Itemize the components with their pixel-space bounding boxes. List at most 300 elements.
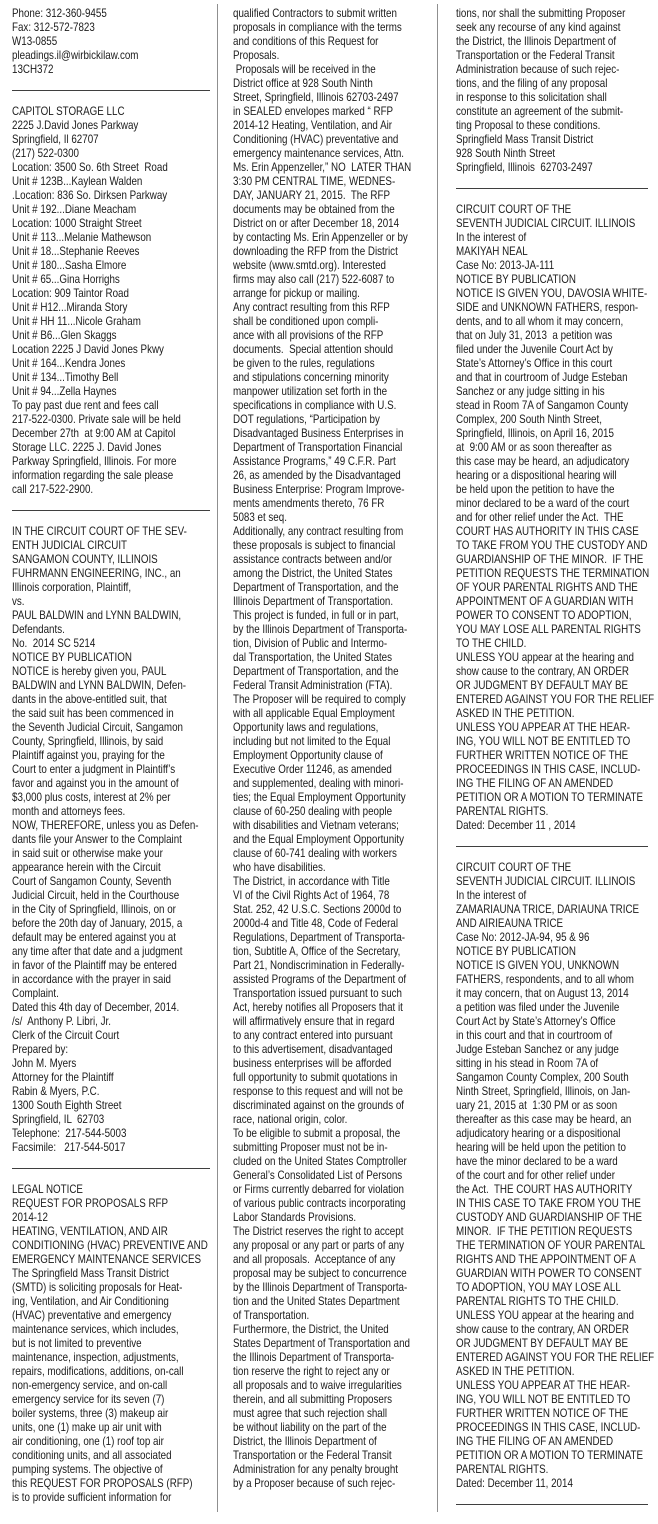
text-line: assistance contracts between and/or [233, 553, 393, 566]
text-line: ENTERED AGAINST YOU FOR THE RELIEF [456, 1351, 655, 1364]
text-line: tion reserve the right to reject any or [233, 1365, 390, 1378]
text-line: boiler systems, three (3) makeup air [12, 1407, 169, 1420]
text-line: downloading the RFP from the District [233, 245, 398, 258]
text-line: NOW, THEREFORE, unless you as Defen- [12, 819, 199, 832]
text-line: PETITION OR A MOTION TO TERMINATE [456, 791, 644, 804]
text-line: Part 21, Nondiscrimination in Federally- [233, 959, 405, 972]
text-line: /s/ Anthony P. Libri, Jr. [12, 1015, 111, 1028]
text-line: Unit # H12...Miranda Story [12, 301, 128, 314]
text-line: Dated this 4th day of December, 2014. [12, 1001, 180, 1014]
text-line: Ninth Street, Springfield, Illinois, on Jan- [456, 1085, 631, 1098]
text-line: by a Proposer because of such rejec- [233, 1477, 396, 1490]
text-line: any time after that date and a judgment [12, 945, 183, 958]
text-line: proposal may be subject to concurrence [233, 1267, 407, 1280]
text-line: PETITION REQUESTS THE TERMINATION [456, 567, 650, 580]
text-line: District, the Illinois Department of [233, 1435, 377, 1448]
text-line: appearance herein with the Circuit [12, 861, 161, 874]
text-line: (HVAC) preventative and emergency [12, 1309, 172, 1322]
text-line: ments amendments thereto, 76 FR [233, 497, 385, 510]
text-line: CONDITIONING (HVAC) PREVENTIVE AND [12, 1239, 208, 1252]
text-line: be held upon the petition to have the [456, 483, 615, 496]
text-line: Rabin & Myers, P.C. [12, 1085, 100, 1098]
text-line: ance with all provisions of the RFP [233, 329, 384, 342]
text-line: Stat. 252, 42 U.S.C. Sections 2000d to [233, 903, 402, 916]
text-line: default may be entered against you at [12, 931, 176, 944]
text-line: Unit # 113...Melanie Mathewson [12, 231, 152, 244]
text-line: show cause to the contrary, AN ORDER [456, 1323, 629, 1336]
text-line: Case No: 2013-JA-111 [456, 259, 555, 272]
text-line: specifications in compliance with U.S. [233, 399, 397, 412]
text-line: Department of Transportation Financial [233, 441, 403, 454]
text-line: UNLESS YOU APPEAR AT THE HEAR- [456, 721, 631, 734]
text-line: Disadvantaged Business Enterprises in [233, 427, 404, 440]
rfp-legal-notice-continued [233, 7, 435, 1491]
text-line: NOTICE IS GIVEN YOU, DAVOSIA WHITE- [456, 287, 648, 300]
text-line: Complex, 200 South Ninth Street, [456, 413, 602, 426]
text-line: 1300 South Eighth Street [12, 1099, 122, 1112]
text-line: Springfield, Illinois 62703-2497 [456, 161, 593, 174]
text-line: uary 21, 2015 at 1:30 PM or as soon [456, 1099, 618, 1112]
text-line: 5083 et seq. [233, 511, 287, 524]
text-line: Unit # 123B...Kaylean Walden [12, 175, 143, 188]
text-line: sitting in his stead in Room 7A of [456, 1057, 599, 1070]
text-line: conditioning units, and all associated [12, 1449, 172, 1462]
foreclosure-contact-continued [12, 7, 214, 77]
text-line: Unit # 192...Diane Meacham [12, 203, 137, 216]
text-line: IN THE CIRCUIT COURT OF THE SEV- [12, 525, 187, 538]
text-line: filed under the Juvenile Court Act by [456, 343, 613, 356]
text-line: Proposals will be received in the [233, 63, 376, 76]
text-line: ING THE FILING OF AN AMENDED [456, 777, 614, 790]
text-line: Transportation or the Federal Transit [456, 49, 615, 62]
text-line: dents, and to all whom it may concern, [456, 315, 624, 328]
text-line: Unit # 94...Zella Haynes [12, 385, 117, 398]
capitol-storage-sale-notice [12, 105, 214, 497]
text-line: and conditions of this Request for [233, 35, 379, 48]
text-line: in said suit or otherwise make your [12, 847, 163, 860]
text-line: UNLESS YOU appear at the hearing and [456, 651, 634, 664]
text-line: firms may also call (217) 522-6087 to [233, 273, 395, 286]
text-line: PETITION OR A MOTION TO TERMINATE [456, 1449, 644, 1462]
text-line: a petition was filed under the Juvenile [456, 1001, 620, 1014]
text-line: CIRCUIT COURT OF THE [456, 861, 572, 874]
text-line: Unit # 134...Timothy Bell [12, 371, 119, 384]
text-line: proposals in compliance with the terms [233, 21, 402, 34]
text-line: of the court and for other relief under [456, 1169, 616, 1182]
text-line: District on or after December 18, 2014 [233, 217, 400, 230]
text-line: Proposals. [233, 49, 280, 62]
text-line: Executive Order 11246, as amended [233, 763, 392, 776]
text-line: NOTICE BY PUBLICATION [456, 945, 576, 958]
text-line: in response to this solicitation shall [456, 91, 607, 104]
text-line: by the Illinois Department of Transporta- [233, 1281, 408, 1294]
text-line: ZAMARIAUNA TRICE, DARIAUNA TRICE [456, 903, 640, 916]
text-line: The Proposer will be required to comply [233, 693, 406, 706]
text-line: stead in Room 7A of Sangamon County [456, 399, 629, 412]
text-line: ASKED IN THE PETITION. [456, 1365, 575, 1378]
text-line: in this court and that in courtroom of [456, 1029, 613, 1042]
text-line: and for other relief under the Act. THE [456, 511, 624, 524]
text-line: month and attorneys fees. [12, 805, 126, 818]
text-line: Attorney for the Plaintiff [12, 1071, 114, 1084]
text-line: pumping systems. The objective of [12, 1463, 163, 1476]
text-line: tion, Division of Public and Intermo- [233, 637, 388, 650]
text-line: and that in courtroom of Judge Esteban [456, 371, 628, 384]
text-line: IN THIS CASE TO TAKE FROM YOU THE [456, 1197, 641, 1210]
baldwin-notice-by-publication [12, 525, 214, 1155]
text-line: at 9:00 AM or as soon thereafter as [456, 441, 612, 454]
text-line: cluded on the United States Comptroller [233, 1155, 407, 1168]
text-line: To be eligible to submit a proposal, the [233, 1127, 401, 1140]
text-line: Federal Transit Administration (FTA). [233, 679, 393, 692]
section-divider [456, 1504, 648, 1505]
text-line: tions, and the filing of any proposal [456, 77, 608, 90]
text-line: PARENTAL RIGHTS TO THE CHILD. [456, 1295, 619, 1308]
text-line: State’s Attorney’s Office in this court [456, 357, 613, 370]
section-divider [12, 510, 210, 511]
text-line: the Illinois Department of Transporta- [233, 1351, 395, 1364]
text-line: Prepared by: [12, 1043, 69, 1056]
column-3 [456, 0, 655, 1519]
text-line: OF YOUR PARENTAL RIGHTS AND THE [456, 581, 638, 594]
text-line: Regulations, Department of Transporta- [233, 931, 406, 944]
text-line: in favor of the Plaintiff may be entered [12, 959, 177, 972]
text-line: Storage LLC. 2225 J. David Jones [12, 441, 162, 454]
text-line: NOTICE IS GIVEN YOU, UNKNOWN [456, 959, 620, 972]
text-line: manpower utilization set forth in the [233, 385, 388, 398]
text-line: APPOINTMENT OF A GUARDIAN WITH [456, 595, 634, 608]
text-line: Complaint. [12, 987, 59, 1000]
text-line: with disabilities and Vietnam veterans; [233, 819, 399, 832]
text-line: arrange for pickup or mailing. [233, 287, 360, 300]
text-line: Sanchez or any judge sitting in his [456, 385, 605, 398]
text-line: To pay past due rent and fees call [12, 399, 159, 412]
text-line: Location: 3500 So. 6th Street Road [12, 161, 168, 174]
text-line: PARENTAL RIGHTS. [456, 805, 549, 818]
text-line: Illinois Department of Transportation. [233, 595, 394, 608]
column-2 [233, 0, 435, 1491]
text-line: adjudicatory hearing or a dispositional [456, 1127, 621, 1140]
text-line: documents may be obtained from the [233, 203, 395, 216]
text-line: response to this request and will not be [233, 1085, 403, 1098]
text-line: to this advertisement, disadvantaged [233, 1043, 393, 1056]
text-line: TO THE CHILD. [456, 637, 527, 650]
text-line: in accordance with the prayer in said [12, 973, 172, 986]
text-line: In the interest of [456, 231, 527, 244]
text-line: these proposals is subject to financial [233, 539, 396, 552]
text-line: Facsimile: 217-544-5017 [12, 1141, 126, 1154]
text-line: Labor Standards Provisions. [233, 1211, 357, 1224]
text-line: Phone: 312-360-9455 [12, 7, 107, 20]
text-line: BALDWIN and LYNN BALDWIN, Defen- [12, 679, 187, 692]
text-line: the District, the Illinois Department of [456, 35, 617, 48]
text-line: or Firms currently debarred for violation [233, 1183, 404, 1196]
text-line: 26, as amended by the Disadvantaged [233, 469, 401, 482]
section-divider [12, 90, 210, 91]
text-line: maintenance services, which includes, [12, 1323, 179, 1336]
text-line: The Springfield Mass Transit District [12, 1267, 169, 1280]
text-line: discriminated against on the grounds of [233, 1099, 405, 1112]
text-line: in SEALED envelopes marked “ RFP [233, 105, 394, 118]
text-line: The District reserves the right to accept [233, 1225, 404, 1238]
text-line: TO ADOPTION, YOU MAY LOSE ALL [456, 1281, 621, 1294]
text-line: PROCEEDINGS IN THIS CASE, INCLUD- [456, 763, 641, 776]
text-line: LEGAL NOTICE [12, 1183, 83, 1196]
text-line: hearing will be held upon the petition to [456, 1141, 626, 1154]
text-line: $3,000 plus costs, interest at 2% per [12, 791, 171, 804]
text-line: 217-522-0300. Private sale will be held [12, 413, 181, 426]
text-line: Additionally, any contract resulting from [233, 525, 404, 538]
text-line: Judicial Circuit, held in the Courthouse [12, 889, 180, 902]
text-line: who have disabilities. [233, 861, 326, 874]
text-line: (SMTD) is soliciting proposals for Heat- [12, 1281, 183, 1294]
text-line: including but not limited to the Equal [233, 735, 391, 748]
text-line: Telephone: 217-544-5003 [12, 1127, 127, 1140]
text-line: Conditioning (HVAC) preventative and [233, 133, 399, 146]
text-line: emergency service for its seven (7) [12, 1393, 165, 1406]
text-line: that on July 31, 2013 a petition was [456, 329, 613, 342]
text-line: Location: 1000 Straight Street [12, 217, 142, 230]
text-line: qualified Contractors to submit written [233, 7, 397, 20]
text-line: ING, YOU WILL NOT BE ENTITLED TO [456, 735, 631, 748]
text-line: by contacting Ms. Erin Appenzeller or by [233, 231, 408, 244]
text-line: ing, Ventilation, and Air Conditioning [12, 1295, 169, 1308]
text-line: COURT HAS AUTHORITY IN THIS CASE [456, 525, 639, 538]
text-line: must agree that such rejection shall [233, 1407, 388, 1420]
text-line: 2014-12 [12, 1211, 48, 1224]
text-line: tion and the United States Department [233, 1295, 400, 1308]
text-line: Illinois corporation, Plaintiff, [12, 581, 132, 594]
text-line: Unit # 65...Gina Horrighs [12, 273, 120, 286]
text-line: Assistance Programs,” 49 C.F.R. Part [233, 455, 396, 468]
text-line: and stipulations concerning minority [233, 371, 389, 384]
text-line: repairs, modifications, additions, on-call [12, 1365, 184, 1378]
text-line: show cause to the contrary, AN ORDER [456, 665, 629, 678]
text-line: Court to enter a judgment in Plaintiff’s [12, 763, 176, 776]
text-line: by the Illinois Department of Transporta- [233, 623, 408, 636]
text-line: Case No: 2012-JA-94, 95 & 96 [456, 931, 590, 944]
text-line: SANGAMON COUNTY, ILLINOIS [12, 553, 158, 566]
text-line: 2225 J.David Jones Parkway [12, 119, 139, 132]
rfp-legal-notice-end [456, 7, 652, 175]
text-line: Unit # 164...Kendra Jones [12, 357, 126, 370]
text-line: Judge Esteban Sanchez or any judge [456, 1043, 619, 1056]
text-line: (217) 522-0300 [12, 147, 80, 160]
text-line: Location 2225 J David Jones Pkwy [12, 343, 164, 356]
text-line: will affirmatively ensure that in regard [233, 1015, 395, 1028]
text-line: hearing or a dispositional hearing will [456, 469, 617, 482]
text-line: ENTH JUDICIAL CIRCUIT [12, 539, 128, 552]
text-line: States Department of Transportation and [233, 1337, 410, 1350]
text-line: Act, hereby notifies all Proposers that it [233, 1001, 403, 1014]
text-line: FURTHER WRITTEN NOTICE OF THE [456, 749, 629, 762]
text-line: POWER TO CONSENT TO ADOPTION, [456, 609, 632, 622]
text-line: Administration for any penalty brought [233, 1463, 399, 1476]
text-line: General’s Consolidated List of Persons [233, 1169, 403, 1182]
makiyah-neal-notice-by-publication [456, 203, 655, 833]
text-line: Plaintiff against you, praying for the [12, 749, 165, 762]
text-line: Parkway Springfield, Illinois. For more [12, 455, 177, 468]
text-line: County, Springfield, Illinois, by said [12, 735, 164, 748]
text-line: NOTICE BY PUBLICATION [12, 651, 132, 664]
text-line: Transportation issued pursuant to such [233, 987, 402, 1000]
text-line: the Act. THE COURT HAS AUTHORITY [456, 1183, 633, 1196]
text-line: SEVENTH JUDICIAL CIRCUIT. ILLINOIS [456, 217, 636, 230]
text-line: 2014-12 Heating, Ventilation, and Air [233, 119, 393, 132]
text-line: REQUEST FOR PROPOSALS RFP [12, 1197, 169, 1210]
text-line: GUARDIAN WITH POWER TO CONSENT [456, 1267, 642, 1280]
text-line: Unit # B6...Glen Skaggs [12, 329, 117, 342]
text-line: 3:30 PM CENTRAL TIME, WEDNES- [233, 175, 396, 188]
text-line: ties; the Equal Employment Opportunity [233, 791, 406, 804]
text-line: EMERGENCY MAINTENANCE SERVICES [12, 1253, 202, 1266]
text-line: District office at 928 South Ninth [233, 77, 373, 90]
text-line: TO TAKE FROM YOU THE CUSTODY AND [456, 539, 648, 552]
text-line: John M. Myers [12, 1057, 77, 1070]
text-line: W13-0855 [12, 35, 58, 48]
text-line: Defendants. [12, 623, 65, 636]
section-divider [12, 1168, 210, 1169]
text-line: Department of Transportation, and the [233, 665, 399, 678]
rfp-legal-notice [12, 1183, 214, 1505]
text-line: CIRCUIT COURT OF THE [456, 203, 572, 216]
text-line: Employment Opportunity clause of [233, 749, 383, 762]
text-line: Unit # HH 11...Nicole Graham [12, 315, 141, 328]
text-line: Springfield, Illinois, on April 16, 2015 [456, 427, 614, 440]
text-line: in the City of Springfield, Illinois, on or [12, 903, 176, 916]
text-line: tions, nor shall the submitting Proposer [456, 7, 626, 20]
text-line: with all applicable Equal Employment [233, 707, 395, 720]
text-line: SEVENTH JUDICIAL CIRCUIT. ILLINOIS [456, 875, 636, 888]
text-line: Springfield, Il 62707 [12, 133, 99, 146]
text-line: Street, Springfield, Illinois 62703-2497 [233, 91, 399, 104]
text-line: Clerk of the Circuit Court [12, 1029, 120, 1042]
text-line: all proposals and to waive irregularities [233, 1379, 402, 1392]
text-line: ENTERED AGAINST YOU FOR THE RELIEF [456, 693, 655, 706]
text-line: dants in the above-entitled suit, that [12, 693, 167, 706]
text-line: UNLESS YOU APPEAR AT THE HEAR- [456, 1379, 631, 1392]
text-line: RIGHTS AND THE APPOINTMENT OF A [456, 1253, 636, 1266]
text-line: Unit # 180...Sasha Elmore [12, 259, 127, 272]
text-line: NOTICE is hereby given you, PAUL [12, 665, 167, 678]
text-line: ting Proposal to these conditions. [456, 119, 601, 132]
text-line: the Seventh Judicial Circuit, Sangamon [12, 721, 183, 734]
text-line: DOT regulations, “Participation by [233, 413, 380, 426]
text-line: non-emergency service, and on-call [12, 1379, 168, 1392]
text-line: FURTHER WRITTEN NOTICE OF THE [456, 1407, 629, 1420]
text-line: Court of Sangamon County, Seventh [12, 875, 172, 888]
text-line: the said suit has been commenced in [12, 707, 174, 720]
text-line: race, national origin, color. [233, 1113, 348, 1126]
text-line: December 27th at 9:00 AM at Capitol [12, 427, 176, 440]
text-line: .Location: 836 So. Dirksen Parkway [12, 189, 168, 202]
text-line: minor declared to be a ward of the court [456, 497, 630, 510]
trice-notice-by-publication [456, 861, 655, 1491]
text-line: This project is funded, in full or in part, [233, 609, 399, 622]
text-line: have the minor declared to be a ward [456, 1155, 618, 1168]
text-line: PARENTAL RIGHTS. [456, 1463, 549, 1476]
text-line: ASKED IN THE PETITION. [456, 707, 575, 720]
text-line: ING, YOU WILL NOT BE ENTITLED TO [456, 1393, 631, 1406]
text-line: among the District, the United States [233, 567, 393, 580]
text-line: call 217-522-2900. [12, 483, 94, 496]
text-line: of various public contracts incorporating [233, 1197, 406, 1210]
text-line: it may concern, that on August 13, 2014 [456, 987, 629, 1000]
column-1 [12, 0, 214, 1505]
text-line: 928 South Ninth Street [456, 147, 556, 160]
text-line: Springfield, IL 62703 [12, 1113, 105, 1126]
text-line: YOU MAY LOSE ALL PARENTAL RIGHTS [456, 623, 641, 636]
section-divider [456, 188, 648, 189]
text-line: THE TERMINATION OF YOUR PARENTAL [456, 1239, 646, 1252]
text-line: to any contract entered into pursuant [233, 1029, 393, 1042]
text-line: be given to the rules, regulations [233, 357, 375, 370]
text-line: Location: 909 Taintor Road [12, 287, 129, 300]
text-line: vs. [12, 595, 25, 608]
text-line: Unit # 18...Stephanie Reeves [12, 245, 140, 258]
column-rule-2 [437, 4, 438, 1512]
text-line: Furthermore, the District, the United [233, 1323, 389, 1336]
text-line: FUHRMANN ENGINEERING, INC., an [12, 567, 181, 580]
text-line: be without liability on the part of the [233, 1421, 387, 1434]
text-line: and the Equal Employment Opportunity [233, 833, 405, 846]
text-line: Sangamon County Complex, 200 South [456, 1071, 629, 1084]
text-line: 13CH372 [12, 63, 54, 76]
text-line: PROCEEDINGS IN THIS CASE, INCLUD- [456, 1421, 641, 1434]
text-line: Transportation or the Federal Transit [233, 1449, 392, 1462]
text-line: is to provide sufficient information for [12, 1491, 172, 1504]
text-line: before the 20th day of January, 2015, a [12, 917, 183, 930]
text-line: Administration because of such rejec- [456, 63, 620, 76]
text-line: shall be conditioned upon compli- [233, 315, 379, 328]
text-line: Business Enterprise: Program Improve- [233, 483, 405, 496]
text-line: favor and against you in the amount of [12, 777, 179, 790]
text-line: NOTICE BY PUBLICATION [456, 273, 576, 286]
text-line: The District, in accordance with Title [233, 875, 390, 888]
text-line: OR JUDGMENT BY DEFAULT MAY BE [456, 1337, 629, 1350]
text-line: pleadings.il@wirbickilaw.com [12, 49, 139, 62]
text-line: GUARDIANSHIP OF THE MINOR. IF THE [456, 553, 644, 566]
text-line: this case may be heard, an adjudicatory [456, 455, 630, 468]
text-line: clause of 60-741 dealing with workers [233, 847, 397, 860]
text-line: constitute an agreement of the submit- [456, 105, 624, 118]
text-line: MINOR. IF THE PETITION REQUESTS [456, 1225, 633, 1238]
text-line: VI of the Civil Rights Act of 1964, 78 [233, 889, 390, 902]
text-line: SIDE and UNKNOWN FATHERS, respon- [456, 301, 639, 314]
text-line: therein, and all submitting Proposers [233, 1393, 393, 1406]
text-line: Court Act by State’s Attorney’s Office [456, 1015, 616, 1028]
text-line: 2000d-4 and Title 48, Code of Federal [233, 917, 399, 930]
text-line: Opportunity laws and regulations, [233, 721, 379, 734]
text-line: air conditioning, one (1) roof top air [12, 1435, 164, 1448]
text-line: UNLESS YOU appear at the hearing and [456, 1309, 634, 1322]
text-line: seek any recourse of any kind against [456, 21, 621, 34]
text-line: emergency maintenance services, Attn. [233, 147, 404, 160]
text-line: assisted Programs of the Department of [233, 973, 407, 986]
text-line: DAY, JANUARY 21, 2015. The RFP [233, 189, 391, 202]
text-line: Any contract resulting from this RFP [233, 301, 390, 314]
text-line: units, one (1) make up air unit with [12, 1421, 162, 1434]
text-line: and supplemented, dealing with minori- [233, 777, 404, 790]
text-line: Springfield Mass Transit District [456, 133, 594, 146]
text-line: of Transportation. [233, 1309, 310, 1322]
text-line: documents. Special attention should [233, 343, 394, 356]
text-line: OR JUDGMENT BY DEFAULT MAY BE [456, 679, 629, 692]
text-line: maintenance, inspection, adjustments, [12, 1351, 179, 1364]
text-line: Dated: December 11 , 2014 [456, 819, 576, 832]
text-line: information regarding the sale please [12, 469, 174, 482]
text-line: tion, Subtitle A, Office of the Secretary, [233, 945, 401, 958]
